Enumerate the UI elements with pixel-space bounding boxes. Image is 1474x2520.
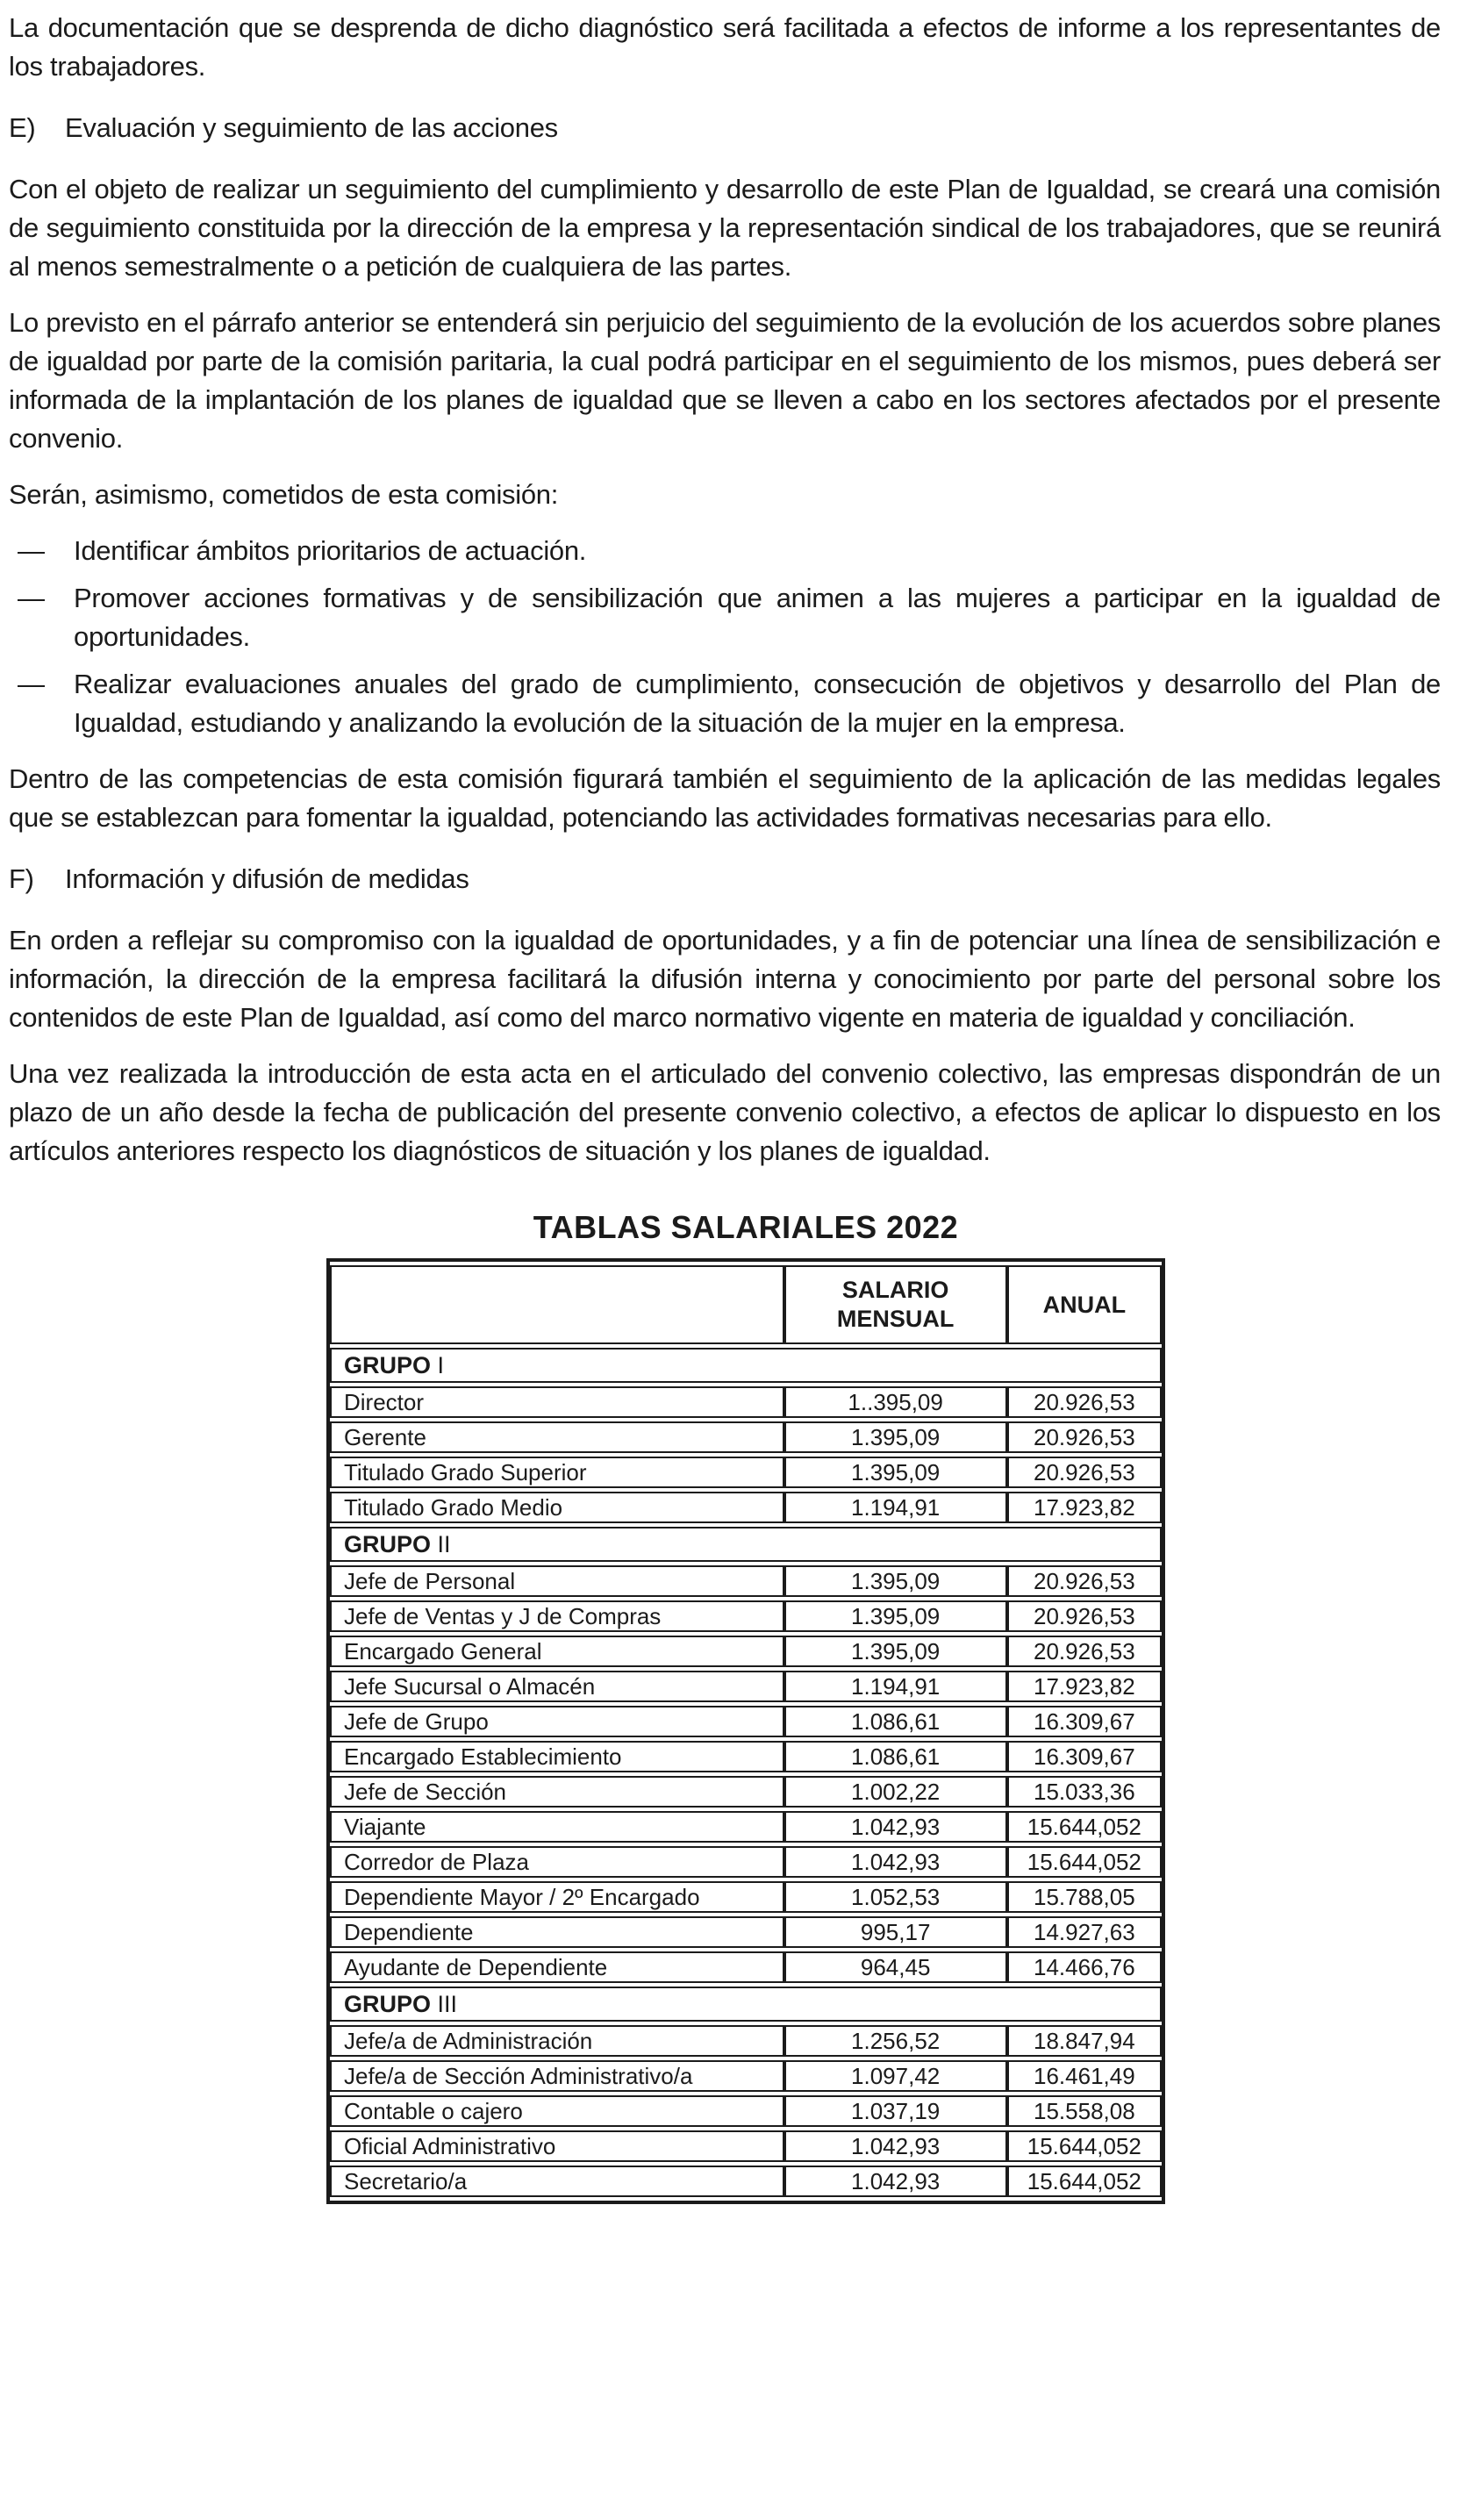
monthly-salary-cell: 1.042,93 bbox=[784, 2130, 1007, 2162]
table-row bbox=[330, 2025, 1162, 2057]
annual-salary-cell: 20.926,53 bbox=[1007, 1600, 1162, 1632]
monthly-salary-cell: 1.395,09 bbox=[784, 1457, 1007, 1488]
group-header-cell bbox=[330, 1348, 1162, 1383]
monthly-salary-cell: 1.097,42 bbox=[784, 2060, 1007, 2092]
role-cell: Secretario/a bbox=[330, 2166, 784, 2197]
heading-text: Evaluación y seguimiento de las acciones bbox=[65, 112, 558, 143]
heading-label: E) bbox=[9, 112, 36, 143]
annual-salary-cell: 16.461,49 bbox=[1007, 2060, 1162, 2092]
annual-salary-cell: 15.644,052 bbox=[1007, 1811, 1162, 1843]
table-row bbox=[330, 1741, 1162, 1772]
column-header-monthly bbox=[784, 1265, 1007, 1344]
table-row bbox=[330, 1951, 1162, 1983]
text-column bbox=[0, 0, 1474, 1171]
role-cell: Gerente bbox=[330, 1421, 784, 1453]
monthly-salary-cell: 1.042,93 bbox=[784, 1846, 1007, 1878]
role-cell: Dependiente bbox=[330, 1916, 784, 1948]
corner-cell bbox=[330, 1265, 784, 1344]
group-label: GRUPO bbox=[344, 1991, 438, 2017]
heading-label: F) bbox=[9, 863, 34, 894]
role-cell: Dependiente Mayor / 2º Encargado bbox=[330, 1881, 784, 1913]
table-row bbox=[330, 1492, 1162, 1523]
role-cell: Director bbox=[330, 1386, 784, 1418]
role-cell: Contable o cajero bbox=[330, 2095, 784, 2127]
table-row bbox=[330, 1600, 1162, 1632]
section-heading-f bbox=[9, 860, 1441, 898]
monthly-salary-cell: 1.042,93 bbox=[784, 2166, 1007, 2197]
annual-salary-cell: 15.644,052 bbox=[1007, 2166, 1162, 2197]
monthly-salary-cell: 1.395,09 bbox=[784, 1565, 1007, 1597]
monthly-salary-cell: 1.395,09 bbox=[784, 1600, 1007, 1632]
annual-salary-cell: 20.926,53 bbox=[1007, 1386, 1162, 1418]
monthly-salary-cell: 1.052,53 bbox=[784, 1881, 1007, 1913]
table-header-row bbox=[330, 1265, 1162, 1344]
annual-salary-cell: 18.847,94 bbox=[1007, 2025, 1162, 2057]
bullet-list bbox=[9, 532, 1441, 742]
annual-salary-cell: 20.926,53 bbox=[1007, 1457, 1162, 1488]
monthly-salary-cell: 1.086,61 bbox=[784, 1706, 1007, 1737]
annual-salary-cell: 16.309,67 bbox=[1007, 1706, 1162, 1737]
paragraph-cometidos: Serán, asimismo, cometidos de esta comisión: bbox=[9, 479, 559, 510]
bullet-text: Realizar evaluaciones anuales del grado de cumplimiento, consecución de objetivos y desarrollo del Plan de Igualdad, estudiando y analizando la evolución de la situación de la mujer en la empresa. bbox=[74, 669, 1441, 738]
role-cell: Oficial Administrativo bbox=[330, 2130, 784, 2162]
annual-salary-cell: 14.927,63 bbox=[1007, 1916, 1162, 1948]
table-row bbox=[330, 1916, 1162, 1948]
role-cell: Corredor de Plaza bbox=[330, 1846, 784, 1878]
monthly-salary-cell: 1.256,52 bbox=[784, 2025, 1007, 2057]
paragraph-documentacion: La documentación que se desprenda de dicho diagnóstico será facilitada a efectos de informe a los representantes de los trabajadores. bbox=[9, 12, 1441, 82]
table-row bbox=[330, 1881, 1162, 1913]
monthly-salary-cell: 1.002,22 bbox=[784, 1776, 1007, 1808]
role-cell: Titulado Grado Superior bbox=[330, 1457, 784, 1488]
annual-salary-cell: 16.309,67 bbox=[1007, 1741, 1162, 1772]
table-row bbox=[330, 2130, 1162, 2162]
table-row bbox=[330, 1671, 1162, 1702]
dash-icon: — bbox=[18, 583, 45, 613]
annual-salary-cell: 20.926,53 bbox=[1007, 1421, 1162, 1453]
monthly-salary-cell: 1.395,09 bbox=[784, 1421, 1007, 1453]
annual-salary-cell: 20.926,53 bbox=[1007, 1565, 1162, 1597]
salary-table-body bbox=[330, 1348, 1162, 2197]
monthly-salary-cell: 1.395,09 bbox=[784, 1636, 1007, 1667]
paragraph-difusion: En orden a reflejar su compromiso con la igualdad de oportunidades, y a fin de potenciar una línea de sensibilización e información, la dirección de la empresa facilitará la difusión interna y conocimiento por parte del personal sobre los contenidos de este Plan de Igualdad, así como del marco normativo vigente en materia de igualdad y conciliación. bbox=[9, 925, 1441, 1033]
table-row bbox=[330, 1386, 1162, 1418]
paragraph-comision-seguimiento: Con el objeto de realizar un seguimiento del cumplimiento y desarrollo de este Plan de Igualdad, se creará una comisión de seguimiento constituida por la dirección de la empresa y la representación sindical de los trabajadores, que se reunirá al menos semestralmente o a petición de cualquiera de las partes. bbox=[9, 174, 1441, 282]
table-row bbox=[330, 1811, 1162, 1843]
monthly-salary-cell: 1.042,93 bbox=[784, 1811, 1007, 1843]
bullet-text: Promover acciones formativas y de sensibilización que animen a las mujeres a participar en la igualdad de oportunidades. bbox=[74, 583, 1441, 652]
column-header-annual bbox=[1007, 1265, 1162, 1344]
monthly-salary-cell: 964,45 bbox=[784, 1951, 1007, 1983]
column-header-annual-label: ANUAL bbox=[1042, 1291, 1127, 1318]
monthly-salary-cell: 1.086,61 bbox=[784, 1741, 1007, 1772]
annual-salary-cell: 15.644,052 bbox=[1007, 2130, 1162, 2162]
table-row bbox=[330, 1421, 1162, 1453]
annual-salary-cell: 14.466,76 bbox=[1007, 1951, 1162, 1983]
role-cell: Encargado Establecimiento bbox=[330, 1741, 784, 1772]
dash-icon: — bbox=[18, 669, 45, 699]
paragraph-comision-paritaria: Lo previsto en el párrafo anterior se entenderá sin perjuicio del seguimiento de la evolución de los acuerdos sobre planes de igualdad por parte de la comisión paritaria, la cual podrá participar en el seguimiento de los mismos, pues deberá ser informada de la implantación de los planes de igualdad que se lleven a cabo en los sectores afectados por el presente convenio. bbox=[9, 307, 1441, 454]
annual-salary-cell: 15.033,36 bbox=[1007, 1776, 1162, 1808]
group-numeral: III bbox=[437, 1991, 458, 2017]
paragraph-plazo: Una vez realizada la introducción de esta acta en el articulado del convenio colectivo, las empresas dispondrán de un plazo de un año desde la fecha de publicación del presente convenio colectivo, a efectos de aplicar lo dispuesto en los artículos anteriores respecto los diagnósticos de situación y los planes de igualdad. bbox=[9, 1058, 1441, 1166]
table-row bbox=[330, 1348, 1162, 1383]
role-cell: Jefe de Sección bbox=[330, 1776, 784, 1808]
group-label: GRUPO bbox=[344, 1531, 438, 1557]
role-cell: Ayudante de Dependiente bbox=[330, 1951, 784, 1983]
monthly-salary-cell: 1..395,09 bbox=[784, 1386, 1007, 1418]
monthly-salary-cell: 1.194,91 bbox=[784, 1492, 1007, 1523]
table-row bbox=[330, 2060, 1162, 2092]
annual-salary-cell: 15.644,052 bbox=[1007, 1846, 1162, 1878]
bullet-text: Identificar ámbitos prioritarios de actuación. bbox=[74, 535, 587, 566]
annual-salary-cell: 15.558,08 bbox=[1007, 2095, 1162, 2127]
role-cell: Jefe de Personal bbox=[330, 1565, 784, 1597]
section-heading-e bbox=[9, 109, 1441, 147]
group-header-cell bbox=[330, 1987, 1162, 2022]
group-numeral: II bbox=[437, 1531, 451, 1557]
role-cell: Jefe de Grupo bbox=[330, 1706, 784, 1737]
monthly-salary-cell: 995,17 bbox=[784, 1916, 1007, 1948]
table-row bbox=[330, 1987, 1162, 2022]
monthly-salary-cell: 1.194,91 bbox=[784, 1671, 1007, 1702]
salary-table bbox=[326, 1258, 1165, 2204]
role-cell: Jefe Sucursal o Almacén bbox=[330, 1671, 784, 1702]
role-cell: Jefe/a de Sección Administrativo/a bbox=[330, 2060, 784, 2092]
group-label: GRUPO bbox=[344, 1352, 438, 1378]
table-row bbox=[330, 1527, 1162, 1562]
bullet-item bbox=[9, 532, 1441, 570]
annual-salary-cell: 20.926,53 bbox=[1007, 1636, 1162, 1667]
table-row bbox=[330, 1706, 1162, 1737]
role-cell: Encargado General bbox=[330, 1636, 784, 1667]
role-cell: Titulado Grado Medio bbox=[330, 1492, 784, 1523]
table-row bbox=[330, 1565, 1162, 1597]
role-cell: Jefe/a de Administración bbox=[330, 2025, 784, 2057]
salary-table-title: TABLAS SALARIALES 2022 bbox=[533, 1209, 959, 1245]
table-row bbox=[330, 2166, 1162, 2197]
monthly-salary-cell: 1.037,19 bbox=[784, 2095, 1007, 2127]
role-cell: Jefe de Ventas y J de Compras bbox=[330, 1600, 784, 1632]
annual-salary-cell: 17.923,82 bbox=[1007, 1492, 1162, 1523]
table-row bbox=[330, 1457, 1162, 1488]
group-header-cell bbox=[330, 1527, 1162, 1562]
bullet-item bbox=[9, 579, 1441, 656]
role-cell: Viajante bbox=[330, 1811, 784, 1843]
annual-salary-cell: 17.923,82 bbox=[1007, 1671, 1162, 1702]
table-row bbox=[330, 1846, 1162, 1878]
annual-salary-cell: 15.788,05 bbox=[1007, 1881, 1162, 1913]
table-row bbox=[330, 1776, 1162, 1808]
heading-text: Información y difusión de medidas bbox=[65, 863, 469, 894]
dash-icon: — bbox=[18, 535, 45, 566]
column-header-monthly-label: SALARIO MENSUAL bbox=[836, 1277, 955, 1332]
table-row bbox=[330, 2095, 1162, 2127]
table-row bbox=[330, 1636, 1162, 1667]
bullet-item bbox=[9, 665, 1441, 742]
paragraph-competencias: Dentro de las competencias de esta comisión figurará también el seguimiento de la aplicación de las medidas legales que se establezcan para fomentar la igualdad, potenciando las actividades formativas necesarias para ello. bbox=[9, 763, 1441, 833]
salary-table-section bbox=[326, 1209, 1165, 2204]
group-numeral: I bbox=[437, 1352, 445, 1378]
